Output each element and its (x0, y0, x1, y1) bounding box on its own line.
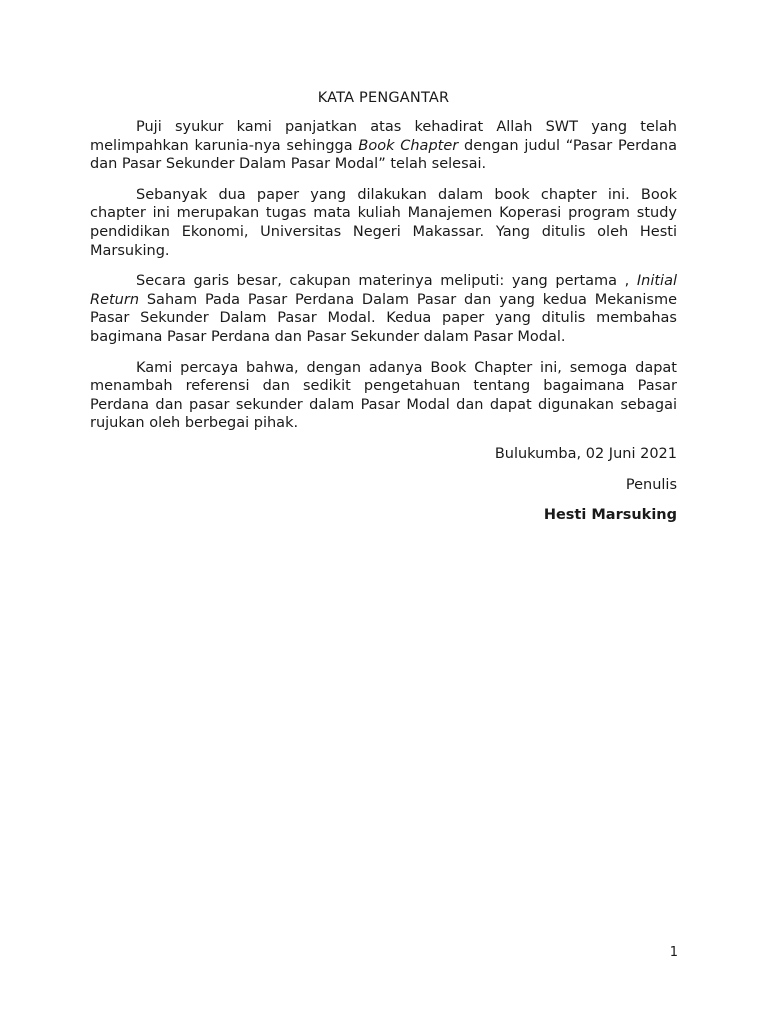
document-title: KATA PENGANTAR (317, 90, 450, 106)
paragraph-1-text: Puji syukur kami panjatkan atas kehadirat Allah SWT yang telah melimpahkan karunia-nya sehingga (90, 119, 677, 154)
place-date: Bulukumba, 02 Juni 2021 (494, 445, 677, 462)
paragraph-4-text: Kami percaya bahwa, dengan adanya Book Chapter ini, semoga dapat menambah referensi dan sedikit pengetahuan tentang bagaimana Pasar Perdana dan pasar sekunder dalam Pasar Modal dan dapat digunakan sebagai rujukan oleh berbegai pihak. (90, 359, 677, 432)
paragraph-3-text-end: Saham Pada Pasar Perdana Dalam Pasar dan yang kedua Mekanisme Pasar Sekunder Dalam Pasar Modal. Kedua paper yang ditulis membahas bagimana Pasar Perdana dan Pasar Sekunder dalam Pasar Modal. (90, 291, 677, 345)
document-page (90, 90, 677, 525)
author-role: Penulis (625, 476, 677, 493)
paragraph-1-text-end: dengan judul “Pasar Perdana dan Pasar Sekunder Dalam Pasar Modal” telah selesai. (90, 137, 677, 173)
paragraph-4 (90, 359, 677, 433)
paragraph-3-italic: Initial Return (90, 273, 677, 308)
paragraph-3-text: Secara garis besar, cakupan materinya meliputi: yang pertama , (136, 273, 637, 290)
paragraph-1-italic: Book Chapter (358, 137, 459, 154)
paragraph-1 (90, 118, 677, 174)
paragraph-2 (90, 186, 677, 260)
page-number: 1 (669, 945, 678, 960)
paragraph-2-text: Sebanyak dua paper yang dilakukan dalam book chapter ini. Book chapter ini merupakan tugas mata kuliah Manajemen Koperasi program study pendidikan Ekonomi, Universitas Negeri Makassar. Yang ditulis oleh Hesti Marsuking. (90, 186, 677, 259)
paragraph-3 (90, 272, 677, 346)
author-name: Hesti Marsuking (543, 507, 677, 524)
